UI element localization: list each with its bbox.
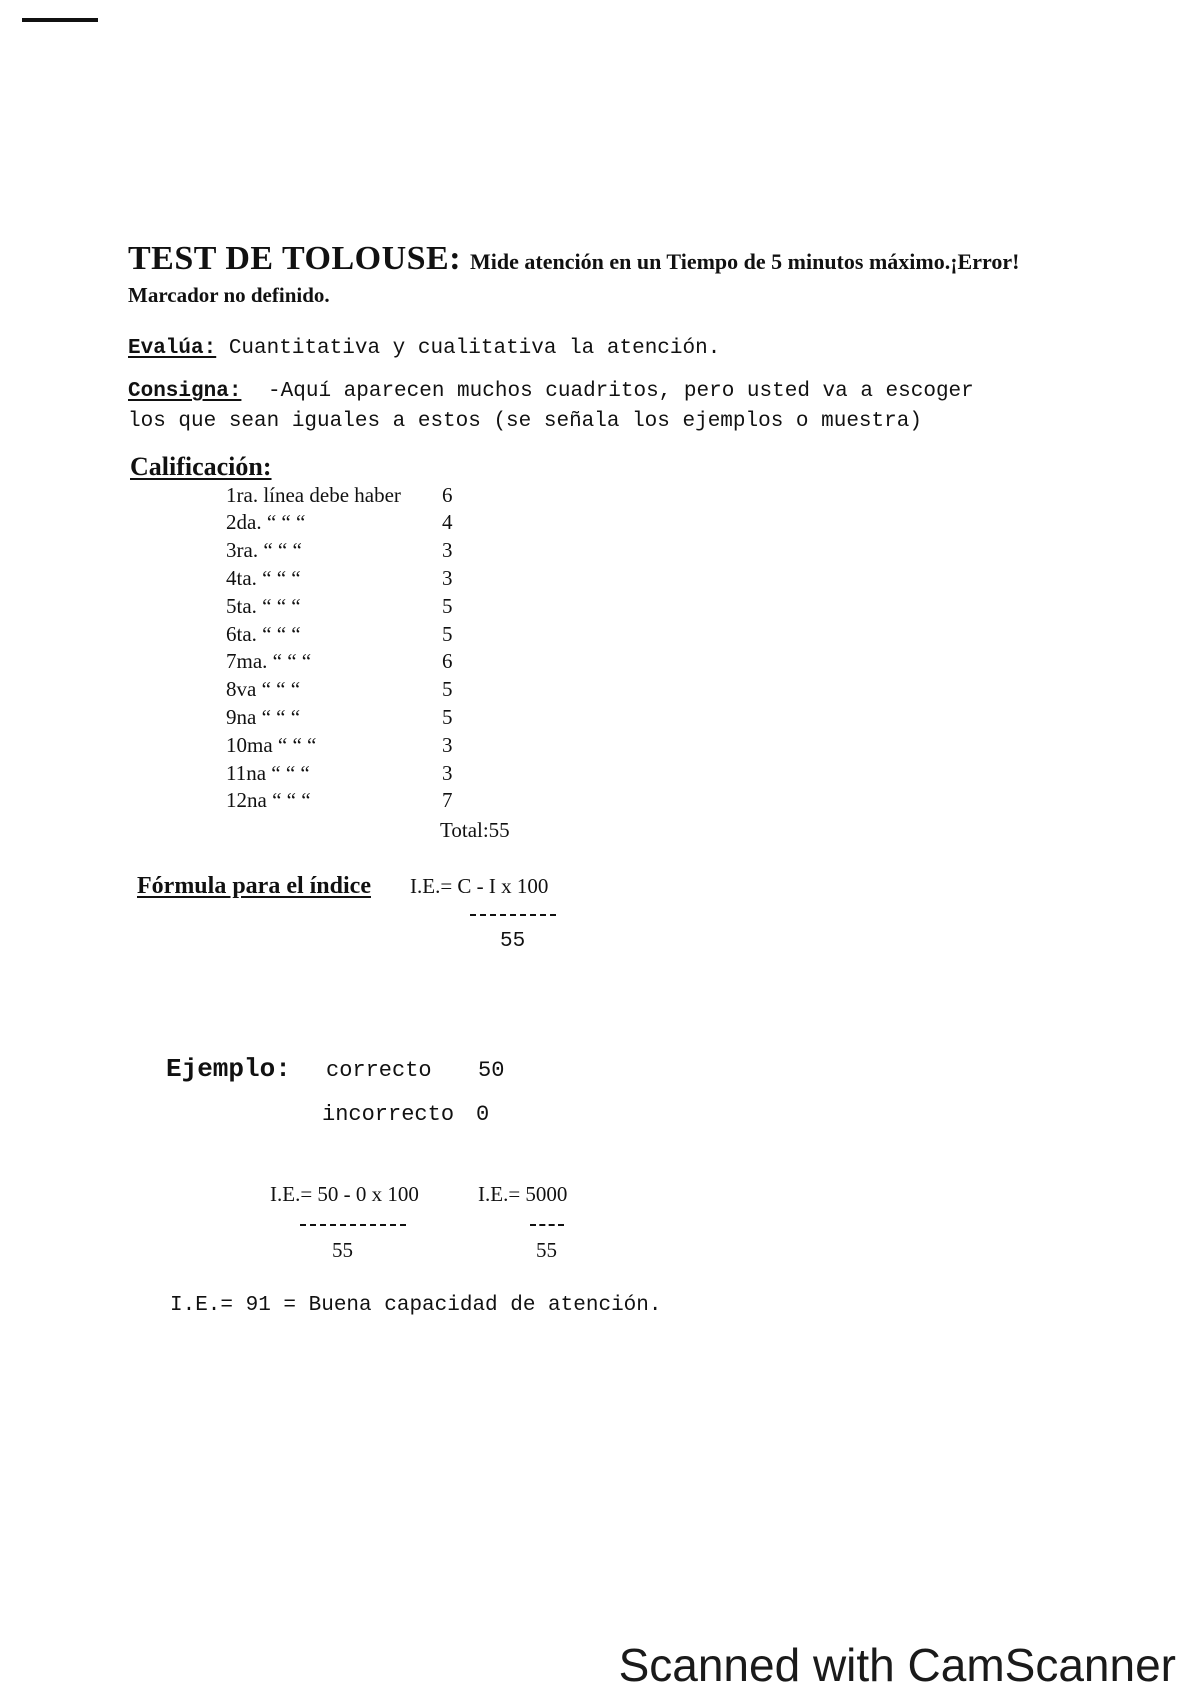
- evalua-text: Cuantitativa y cualitativa la atención.: [228, 337, 721, 360]
- ejemplo-calc1-denominator: 55: [332, 1238, 353, 1262]
- row-value: 4: [442, 510, 453, 534]
- row-label: 3ra. “ “ “: [226, 538, 302, 562]
- row-label: 12na “ “ “: [226, 788, 311, 812]
- ejemplo-correcto-label: correcto: [326, 1058, 432, 1083]
- formula-denominator: 55: [500, 930, 526, 953]
- ejemplo-incorrecto-label: incorrecto: [322, 1102, 455, 1127]
- ejemplo-result: I.E.= 91 = Buena capacidad de atención.: [170, 1294, 662, 1317]
- row-label: 2da. “ “ “: [226, 510, 306, 534]
- row-value: 3: [442, 566, 453, 590]
- row-value: 5: [442, 705, 453, 729]
- row-label: 4ta. “ “ “: [226, 566, 301, 590]
- formula-expression: I.E.= C - I x 100: [410, 874, 549, 898]
- ejemplo-label: Ejemplo:: [166, 1054, 291, 1084]
- calificacion-row: [226, 733, 526, 759]
- consigna-section: [128, 380, 974, 403]
- row-label: 1ra. línea debe haber: [226, 483, 401, 507]
- row-label: 10ma “ “ “: [226, 733, 317, 757]
- calificacion-row: [226, 761, 526, 787]
- row-value: 5: [442, 677, 453, 701]
- row-value: 3: [442, 761, 453, 785]
- consigna-label: Consigna:: [128, 380, 242, 403]
- title-heading: TEST DE TOLOUSE:: [128, 240, 462, 277]
- ejemplo-calc2-denominator: 55: [536, 1238, 557, 1262]
- row-value: 5: [442, 594, 453, 618]
- consigna-text-line1: -Aquí aparecen muchos cuadritos, pero usted va a escoger: [268, 380, 974, 403]
- ejemplo-correcto-value: 50: [478, 1058, 505, 1083]
- evalua-label: Evalúa:: [128, 337, 217, 360]
- row-value: 3: [442, 538, 453, 562]
- row-label: 5ta. “ “ “: [226, 594, 301, 618]
- row-value: 6: [442, 649, 453, 673]
- calificacion-row: [226, 510, 526, 536]
- row-label: 9na “ “ “: [226, 705, 301, 729]
- formula-fraction-bar: [470, 914, 556, 916]
- ejemplo-incorrecto-value: 0: [476, 1102, 490, 1127]
- formula-label: Fórmula para el índice: [137, 873, 371, 899]
- calificacion-row: [226, 705, 526, 731]
- ejemplo-calc1: I.E.= 50 - 0 x 100: [270, 1182, 419, 1206]
- calificacion-total: Total:55: [440, 818, 510, 842]
- scan-edge-mark: [22, 18, 98, 22]
- ejemplo-calc2: I.E.= 5000: [478, 1182, 568, 1206]
- calificacion-row: [226, 649, 526, 675]
- row-label: 8va “ “ “: [226, 677, 301, 701]
- calificacion-row: [226, 788, 526, 814]
- calificacion-row: [226, 622, 526, 648]
- calificacion-row: [226, 677, 526, 703]
- row-label: 6ta. “ “ “: [226, 622, 301, 646]
- row-label: 11na “ “ “: [226, 761, 310, 785]
- row-value: 6: [442, 483, 453, 507]
- row-label: 7ma. “ “ “: [226, 649, 312, 673]
- calificacion-row: [226, 483, 526, 509]
- ejemplo-calc2-bar: [530, 1224, 564, 1226]
- camscanner-watermark: [619, 1638, 1176, 1698]
- ejemplo-calc1-bar: [300, 1224, 406, 1226]
- evalua-section: [128, 337, 720, 360]
- calificacion-row: [226, 594, 526, 620]
- row-value: 7: [442, 788, 453, 812]
- calificacion-row: [226, 538, 526, 564]
- document-title: [128, 240, 1019, 278]
- title-continuation: Marcador no definido.: [128, 283, 330, 307]
- watermark-text: Scanned with CamScanner: [618, 1639, 1176, 1691]
- calificacion-row: [226, 566, 526, 592]
- row-value: 3: [442, 733, 453, 757]
- calificacion-title: Calificación:: [130, 452, 272, 481]
- consigna-text-line2: los que sean iguales a estos (se señala los ejemplos o muestra): [128, 410, 922, 433]
- title-description: Mide atención en un Tiempo de 5 minutos máximo.¡Error!: [470, 249, 1020, 274]
- row-value: 5: [442, 622, 453, 646]
